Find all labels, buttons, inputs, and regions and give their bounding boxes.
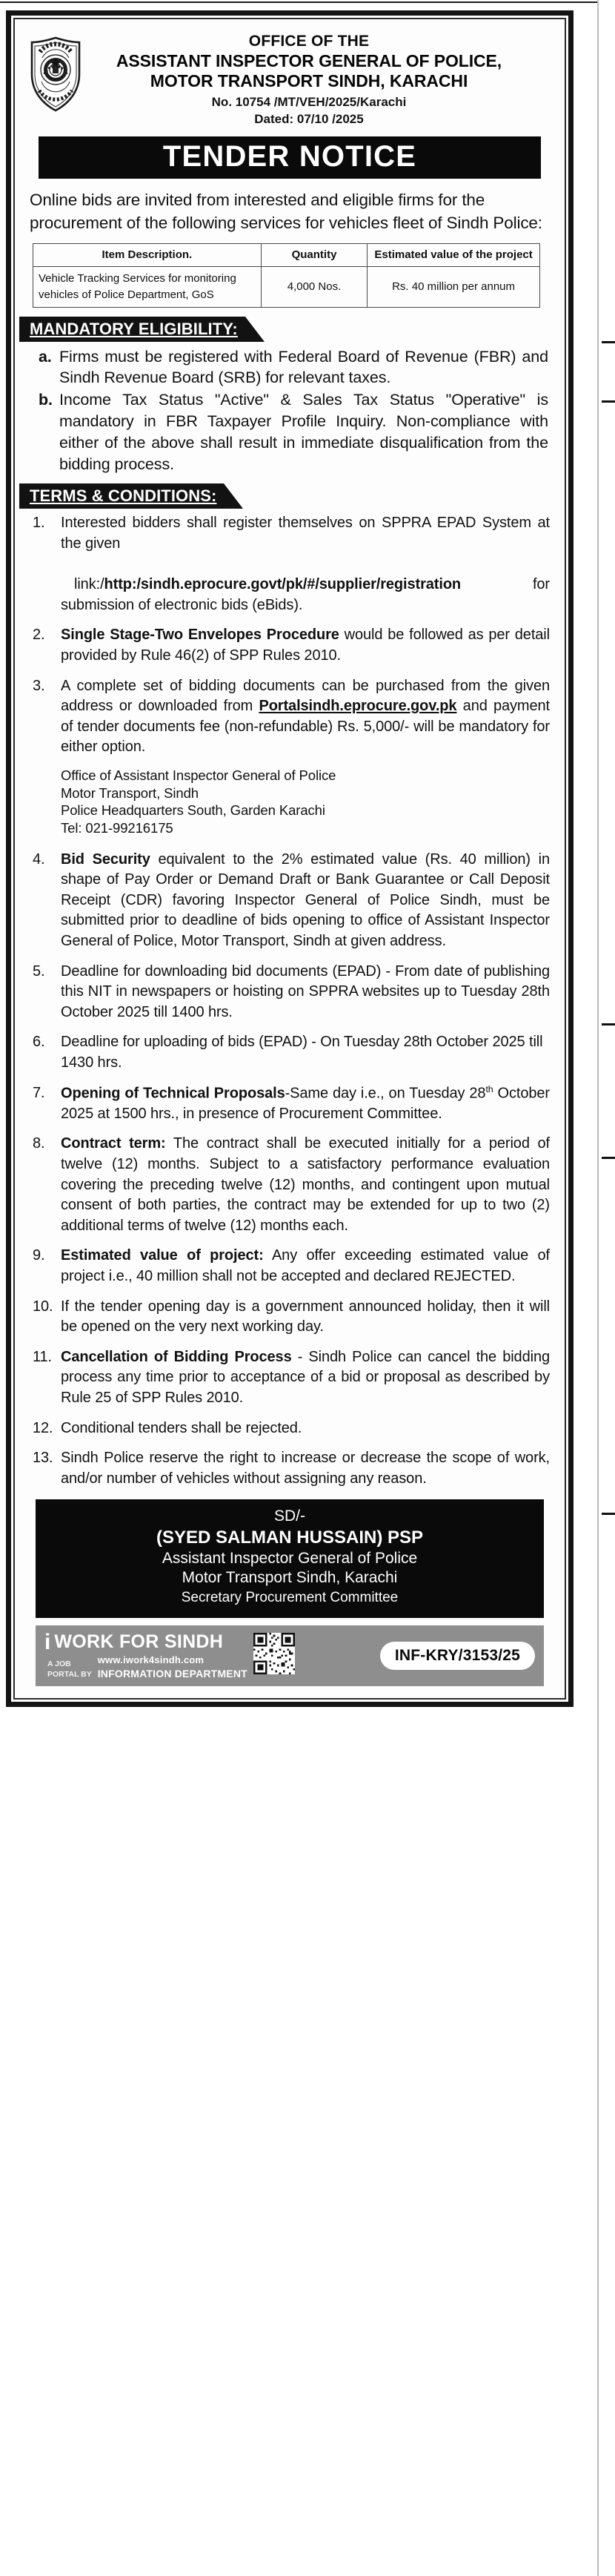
- iwork-i-mark: i: [44, 1629, 51, 1654]
- iwork-meta-line-1: A JOB: [47, 1659, 71, 1668]
- header-quantity: Quantity: [261, 243, 368, 266]
- list-marker: 10.: [33, 1298, 53, 1315]
- list-item: [28, 389, 551, 475]
- term-1-registration-link[interactable]: http:/sindh.eprocure.govt/pk/#/supplier/registration: [104, 576, 462, 593]
- org-line-1: ASSISTANT INSPECTOR GENERAL OF POLICE,: [116, 50, 502, 70]
- tender-notice-banner: TENDER NOTICE: [39, 136, 541, 179]
- masthead: [28, 27, 551, 129]
- list-text: Sindh Police reserve the right to increase or decrease the scope of work, and/or number of vehicles without assigning any reason.: [61, 1450, 550, 1487]
- qr-code-icon: [253, 1633, 295, 1678]
- cell-estimated-value: Rs. 40 million per annum: [368, 267, 540, 308]
- list-marker: b.: [39, 391, 53, 409]
- contact-address-block: [61, 767, 550, 837]
- inf-reference-code: INF-KRY/3153/25: [380, 1642, 535, 1670]
- iwork-wordmark: WORK FOR SINDH: [54, 1631, 224, 1652]
- header-item-description: Item Description.: [33, 243, 262, 266]
- term-3-portal-link[interactable]: Portalsindh.eprocure.gov.pk: [259, 698, 457, 715]
- list-text: If the tender opening day is a government announced holiday, then it will be opened on the very next working day.: [61, 1298, 550, 1335]
- iwork-meta-line-2: PORTAL BY: [47, 1669, 92, 1679]
- list-marker: 4.: [33, 851, 45, 868]
- list-text: [61, 1134, 551, 1236]
- table-row: [33, 267, 540, 308]
- terms-conditions-heading: [19, 483, 551, 509]
- list-item: [28, 1134, 551, 1236]
- term-1-link-suffix: for submission of electronic bids (eBids).: [61, 576, 550, 613]
- list-item: [28, 1448, 551, 1489]
- iwork4sindh-footer: [36, 1625, 544, 1686]
- address-line-1: Office of Assistant Inspector General of Police: [61, 767, 336, 783]
- term-1-link-prefix: link:/: [74, 576, 104, 593]
- mandatory-eligibility-list: [28, 346, 551, 475]
- org-line-2: MOTOR TRANSPORT SINDH, KARACHI: [150, 71, 468, 91]
- items-table: [33, 243, 540, 308]
- list-item: [28, 1297, 551, 1338]
- list-marker: 7.: [33, 1084, 45, 1101]
- list-text: [61, 1083, 551, 1125]
- list-item: [28, 962, 551, 1023]
- term-7-lead: Opening of Technical Proposals: [61, 1085, 285, 1102]
- list-text: [61, 1347, 551, 1409]
- list-text: [61, 676, 551, 840]
- term-3-text-b: and payment of tender documents fee (non-refundable) Rs. 5,000/- will be mandatory for either option.: [61, 698, 550, 756]
- list-item: [28, 1246, 551, 1287]
- intro-paragraph: Online bids are invited from interested and eligible firms for the procurement of the following services for vehicles fleet of Sindh Police:: [30, 191, 542, 232]
- list-text: Income Tax Status "Active" & Sales Tax Status "Operative" is mandatory in FBR Taxpayer Profile Inquiry. Non-compliance with either of the above shall result in immediate disqualification from the bidding process.: [59, 391, 548, 473]
- table-header-row: [33, 243, 540, 266]
- signatory-role-1: Assistant Inspector General of Police: [162, 1549, 418, 1567]
- list-marker: 3.: [33, 677, 45, 694]
- list-item: [28, 1347, 551, 1409]
- list-item: [28, 1032, 551, 1073]
- header-estimated-value: Estimated value of the project: [368, 243, 540, 266]
- tender-advert: [6, 10, 574, 1707]
- terms-conditions-list: [28, 513, 551, 1489]
- advert-inner-frame: [13, 18, 566, 1700]
- masthead-text: [86, 33, 551, 128]
- adjacent-column-gutter: [597, 0, 615, 2576]
- list-item: [28, 850, 551, 952]
- list-text: [61, 513, 551, 615]
- list-item: [28, 346, 551, 389]
- address-line-3: Police Headquarters South, Garden Karachi: [61, 802, 325, 819]
- term-9-lead: Estimated value of project:: [61, 1247, 264, 1264]
- terms-conditions-label: TERMS & CONDITIONS:: [30, 486, 217, 506]
- list-text: [61, 850, 551, 952]
- list-marker: 5.: [33, 962, 45, 980]
- term-2-lead: Single Stage-Two Envelopes Procedure: [61, 627, 339, 644]
- signatory-role-3: Secretary Procurement Committee: [181, 1590, 399, 1606]
- information-department-label: INFORMATION DEPARTMENT: [97, 1667, 247, 1680]
- iwork-meta: [47, 1659, 92, 1680]
- list-text: Deadline for uploading of bids (EPAD) - On Tuesday 28th October 2025 till 1430 hrs.: [61, 1034, 543, 1071]
- mandatory-eligibility-heading: [19, 317, 551, 342]
- signatory-name: (SYED SALMAN HUSSAIN) PSP: [156, 1527, 424, 1548]
- list-marker: 9.: [33, 1247, 45, 1264]
- list-item: [28, 1083, 551, 1125]
- list-marker: 2.: [33, 627, 45, 644]
- list-marker: 12.: [33, 1419, 53, 1436]
- signature-block: [36, 1499, 544, 1618]
- list-text: Firms must be registered with Federal Board of Revenue (FBR) and Sindh Revenue Board (SRB) for relevant taxes.: [59, 347, 548, 387]
- term-4-lead: Bid Security: [61, 851, 150, 868]
- list-marker: a.: [39, 347, 52, 366]
- address-line-2: Motor Transport, Sindh: [61, 785, 199, 801]
- list-item: [28, 625, 551, 666]
- list-marker: 1.: [33, 515, 45, 532]
- list-marker: 6.: [33, 1034, 45, 1051]
- list-item: [28, 1419, 551, 1439]
- page-top-rule: [0, 1, 597, 3]
- address-telephone: Tel: 021-99216175: [61, 819, 173, 836]
- reference-date: Dated: 07/10 /2025: [254, 112, 364, 127]
- list-text: Conditional tenders shall be rejected.: [61, 1419, 302, 1436]
- term-7-text-b: October 2025 at 1500 hrs., in presence of Procurement Committee.: [61, 1085, 550, 1122]
- list-marker: 13.: [33, 1450, 53, 1467]
- term-8-text: The contract shall be executed initially for a period of twelve (12) months. Subject to a satisfactory performance evaluation covering the preceding twelve (12) months, and contingent upon mutual consent of both parties, the contract may be extended for up to two (2) additional terms of twelve (12) months each.: [61, 1135, 550, 1234]
- iwork-logo: [44, 1629, 247, 1654]
- term-4-text: equivalent to the 2% estimated value (Rs. 40 million) in shape of Pay Order or Demand Draft or Bank Guarantee or Call Deposit Receipt (CDR) favoring Inspector General of Police Sindh, must be submitted prior to deadline of bids opening to office of Assistant Inspector General of Police, Motor Transport, Sindh at given address.: [61, 851, 550, 950]
- term-2-text: would be followed as per detail provided by Rule 46(2) of SPP Rules 2010.: [61, 627, 550, 664]
- list-text: [61, 625, 551, 666]
- list-text: [61, 1246, 551, 1287]
- iwork-website[interactable]: www.iwork4sindh.com: [97, 1654, 205, 1665]
- police-shield-icon: [28, 33, 86, 113]
- term-9-text: Any offer exceeding estimated value of project i.e., 40 million shall not be accepted and declared REJECTED.: [61, 1247, 551, 1284]
- list-text: Deadline for downloading bid documents (EPAD) - From date of publishing this NIT in newspapers or hoisting on SPPRA websites up to Tuesday 28th October 2025 till 1400 hrs.: [61, 962, 550, 1020]
- list-marker: 11.: [33, 1348, 53, 1365]
- cell-item-description: Vehicle Tracking Services for monitoring vehicles of Police Department, GoS: [33, 267, 262, 308]
- term-3-text-a: A complete set of bidding documents can be purchased from the given address or downloaded from: [61, 677, 550, 715]
- term-1-text: Interested bidders shall register themselves on SPPRA EPAD System at the given: [61, 515, 550, 552]
- term-11-text: - Sindh Police can cancel the bidding process any time prior to acceptance of a bid or proposal as described by Rule 25 of SPP Rules 2010.: [61, 1348, 550, 1406]
- reference-number: No. 10754 /MT/VEH/2025/Karachi: [211, 94, 407, 109]
- list-item: [28, 513, 551, 615]
- term-7-text-a: -Same day i.e., on Tuesday 28: [285, 1085, 486, 1102]
- list-marker: 8.: [33, 1135, 45, 1152]
- term-7-ordinal-suffix: th: [485, 1083, 493, 1094]
- term-8-lead: Contract term:: [61, 1135, 166, 1152]
- term-11-lead: Cancellation of Bidding Process: [61, 1348, 292, 1365]
- signature-sd: SD/-: [274, 1507, 305, 1525]
- cell-quantity: 4,000 Nos.: [261, 267, 368, 308]
- office-of-label: OFFICE OF THE: [248, 33, 370, 50]
- mandatory-eligibility-label: MANDATORY ELIGIBILITY:: [30, 319, 238, 338]
- list-item: [28, 676, 551, 840]
- signatory-role-2: Motor Transport Sindh, Karachi: [182, 1568, 398, 1586]
